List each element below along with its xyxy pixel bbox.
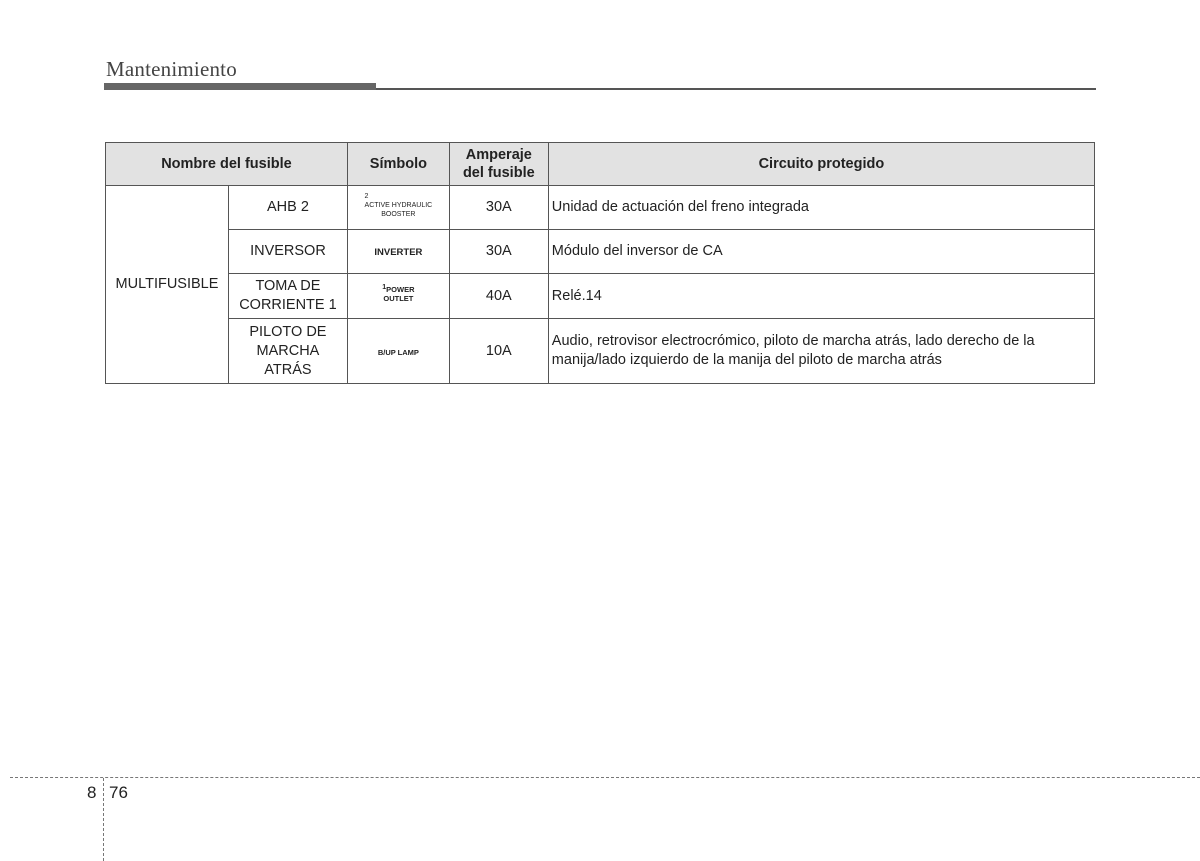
fuse-amperage: 30A: [449, 186, 548, 230]
fuse-amperage: 10A: [449, 319, 548, 384]
page-number: 76: [109, 783, 128, 802]
fuse-name: [228, 274, 347, 319]
symbol-inverter: INVERTER: [374, 247, 423, 258]
fuse-circuit: Unidad de actuación del freno integrada: [548, 186, 1094, 230]
footer-dashed-rule: [10, 777, 1200, 778]
symbol-bup-lamp: B/UP LAMP: [377, 347, 419, 357]
fuse-name-line1: PILOTO DE: [249, 323, 327, 340]
fuse-symbol: [347, 319, 449, 384]
fuse-name: [228, 319, 347, 384]
fuse-name-line1: TOMA DE: [255, 278, 321, 294]
fuse-name: INVERSOR: [228, 230, 347, 274]
column-header-amperage-line1: Amperaje: [465, 147, 532, 163]
fuse-name: AHB 2: [228, 186, 347, 230]
fuse-symbol: [347, 186, 449, 230]
fuse-name-line2: MARCHA: [256, 342, 320, 359]
column-header-circuit: Circuito protegido: [548, 143, 1094, 186]
symbol-line2: OUTLET: [383, 294, 414, 303]
header-rule-thin: [376, 88, 1096, 90]
chapter-number: 8: [87, 783, 97, 802]
fuse-amperage: 30A: [449, 230, 548, 274]
symbol-superscript: 2: [364, 193, 369, 200]
fuse-amperage: 40A: [449, 274, 548, 319]
table-row: [106, 274, 1095, 319]
fuse-circuit-line1: Audio, retrovisor electrocrómico, piloto de marcha atrás, lado derecho de la: [551, 333, 1035, 349]
column-header-amperage-line2: del fusible: [462, 165, 535, 181]
column-header-amperage: [449, 143, 548, 186]
fuse-symbol: [347, 230, 449, 274]
fuse-table: [105, 142, 1095, 384]
symbol-line1: ACTIVE HYDRAULIC: [364, 202, 433, 209]
fuse-circuit: Relé.14: [548, 274, 1094, 319]
table-row: [106, 319, 1095, 384]
header-rule-thick: [104, 83, 376, 90]
fuse-circuit: [548, 319, 1094, 384]
fuse-name-line3: ATRÁS: [264, 361, 312, 378]
column-header-name: Nombre del fusible: [106, 143, 348, 186]
fuse-circuit-line2: manija/lado izquierdo de la manija del piloto de marcha atrás: [551, 352, 942, 368]
section-title: Mantenimiento: [106, 57, 237, 81]
symbol-power-outlet: [382, 285, 414, 303]
symbol-ahb2: [365, 193, 433, 219]
symbol-superscript: 1: [382, 284, 387, 291]
symbol-line1: POWER: [386, 285, 415, 294]
fuse-circuit: Módulo del inversor de CA: [548, 230, 1094, 274]
fuse-name-line2: CORRIENTE 1: [239, 297, 337, 313]
column-header-symbol: Símbolo: [347, 143, 449, 186]
table-row: [106, 186, 1095, 230]
group-label: MULTIFUSIBLE: [106, 186, 229, 384]
symbol-line2: BOOSTER: [381, 211, 416, 218]
table-header-row: [106, 143, 1095, 186]
footer-dashed-divider: [103, 778, 104, 861]
fuse-symbol: [347, 274, 449, 319]
table-row: [106, 230, 1095, 274]
